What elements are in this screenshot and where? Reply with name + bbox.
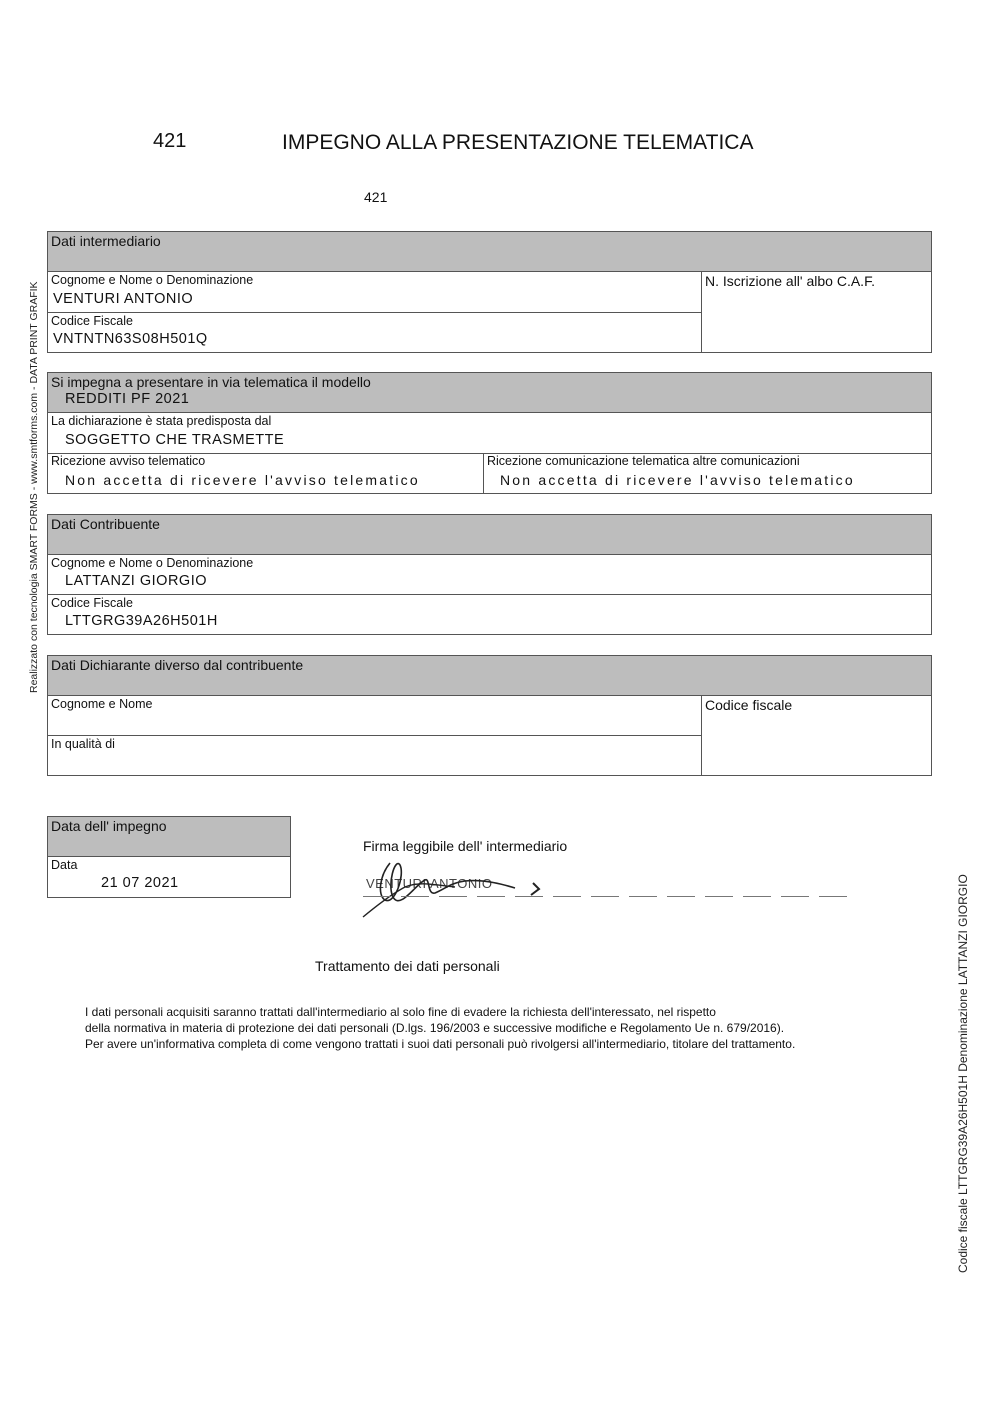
intermediario-header xyxy=(47,231,932,272)
divider xyxy=(47,312,701,313)
privacy-title: Trattamento dei dati personali xyxy=(315,958,500,974)
signature-scribble xyxy=(355,855,555,925)
privacy-text xyxy=(85,1004,795,1052)
privacy-line: Per avere un'informativa completa di come vengono trattati i suoi dati personali può rivolgersi all'intermediario, titolare del trattamento. xyxy=(85,1037,796,1051)
comunicazione-label: Ricezione comunicazione telematica altre comunicazioni xyxy=(487,454,800,468)
divider xyxy=(47,594,932,595)
signature-line xyxy=(363,896,391,897)
form-code: 421 xyxy=(153,130,187,152)
contribuente-title: Dati Contribuente xyxy=(51,516,160,532)
impegno-title: Si impegna a presentare in via telematica il modello xyxy=(51,374,371,390)
signature-line xyxy=(477,896,505,897)
contribuente-cf-label: Codice Fiscale xyxy=(51,596,133,610)
signature-line xyxy=(515,896,543,897)
signature-line xyxy=(819,896,847,897)
signature-line xyxy=(401,896,429,897)
sub-code: 421 xyxy=(364,189,388,205)
privacy-line: della normativa in materia di protezione dei dati personali (D.lgs. 196/2003 e successive modifiche e Regolamento Ue n. 679/2016). xyxy=(85,1021,785,1035)
dichiarante-title: Dati Dichiarante diverso dal contribuente xyxy=(51,657,304,673)
divider xyxy=(701,695,702,776)
side-text-right: Codice fiscale LTTGRG39A26H501H Denominazione LATTANZI GIORGIO xyxy=(956,874,970,1273)
contribuente-header xyxy=(47,514,932,555)
side-text-left: Realizzato con tecnologia SMART FORMS - www.smtforms.com - DATA PRINT GRAFIK xyxy=(28,281,40,693)
comunicazione-value: Non accetta di ricevere l'avviso telematico xyxy=(500,472,855,488)
contribuente-name-label: Cognome e Nome o Denominazione xyxy=(51,556,254,570)
signature-line xyxy=(591,896,619,897)
contribuente-cf-value: LTTGRG39A26H501H xyxy=(65,613,218,629)
page-title: IMPEGNO ALLA PRESENTAZIONE TELEMATICA xyxy=(282,131,754,154)
avviso-label: Ricezione avviso telematico xyxy=(51,454,206,468)
signature-line xyxy=(553,896,581,897)
firma-label: Firma leggibile dell' intermediario xyxy=(363,838,568,854)
dichiarante-cf-label: Codice fiscale xyxy=(705,697,793,713)
predisposta-value: SOGGETTO CHE TRASMETTE xyxy=(65,432,285,448)
signature-line xyxy=(705,896,733,897)
intermediario-title: Dati intermediario xyxy=(51,233,161,249)
divider xyxy=(701,271,702,353)
data-impegno-title: Data dell' impegno xyxy=(51,818,167,834)
divider xyxy=(483,453,484,494)
modello-value: REDDITI PF 2021 xyxy=(65,391,190,407)
firma-name-text: VENTURI ANTONIO xyxy=(366,876,493,891)
data-label: Data xyxy=(51,858,78,872)
signature-line xyxy=(743,896,771,897)
data-value: 21 07 2021 xyxy=(101,875,179,891)
intermediario-name-label: Cognome e Nome o Denominazione xyxy=(51,273,254,287)
avviso-value: Non accetta di ricevere l'avviso telematico xyxy=(65,472,420,488)
albo-caf-label: N. Iscrizione all' albo C.A.F. xyxy=(705,273,875,289)
dichiarante-name-label: Cognome e Nome xyxy=(51,697,153,711)
intermediario-cf-value: VNTNTN63S08H501Q xyxy=(53,331,208,347)
divider xyxy=(47,735,701,736)
intermediario-name-value: VENTURI ANTONIO xyxy=(53,291,194,307)
signature-line xyxy=(629,896,657,897)
contribuente-name-value: LATTANZI GIORGIO xyxy=(65,573,207,589)
qualita-label: In qualità di xyxy=(51,737,115,751)
signature-line xyxy=(439,896,467,897)
signature-line xyxy=(781,896,809,897)
privacy-line: I dati personali acquisiti saranno trattati dall'intermediario al solo fine di evadere la richiesta dell'interessato, nel rispetto xyxy=(85,1005,716,1019)
intermediario-cf-label: Codice Fiscale xyxy=(51,314,133,328)
signature-line xyxy=(667,896,695,897)
predisposta-label: La dichiarazione è stata predisposta dal xyxy=(51,414,272,428)
